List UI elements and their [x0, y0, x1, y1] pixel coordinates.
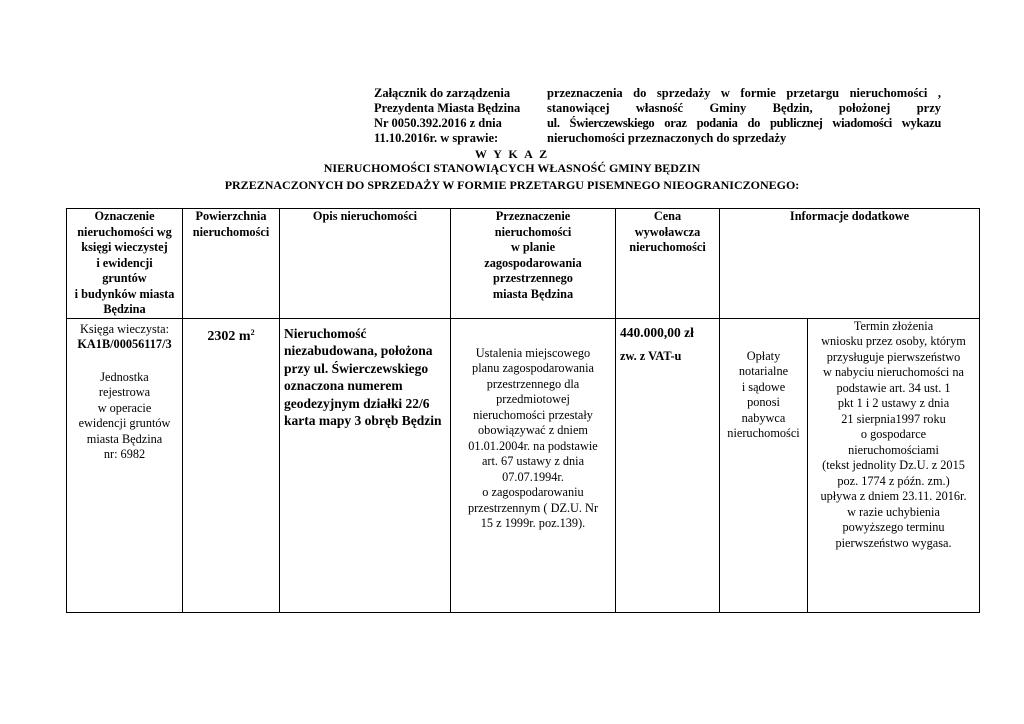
cell-land-register: Księga wieczysta: KA1B/00056117/3 Jednostka rejestrowa w operacie ewidencji gruntów miasta Będzina nr: 6982 [67, 318, 183, 613]
header-cell-designation: Oznaczenie nieruchomości wg księgi wieczystej i ewidencji gruntów i budynków miasta Będzina [67, 209, 183, 319]
cell-area [183, 318, 280, 613]
cell-description [280, 318, 451, 613]
header-cell-additional-info: Informacje dodatkowe [720, 209, 980, 319]
header-right-line: ul. Świerczewskiego oraz podania do publicznej wiadomości wykazu [547, 116, 941, 130]
header-left-line: Nr 0050.392.2016 z dnia [374, 116, 502, 130]
header-cell-price: Cena wywoławcza nieruchomości [616, 209, 720, 319]
price-value: 440.000,00 zł [620, 324, 694, 340]
cell-zoning: Ustalenia miejscowego planu zagospodarowania przestrzennego dla przedmiotowej nieruchomości przestały obowiązywać z dniem 01.01.2004r. na podstawie art. 67 ustawy z dnia 07.07.1994r. o zagospodarowaniu przestrzennym ( DZ.U. Nr 15 z 1999r. poz.139). [451, 318, 616, 613]
cell-price [616, 318, 720, 613]
header-left-line: Załącznik do zarządzenia [374, 86, 511, 100]
area-unit-sup: 2 [250, 327, 255, 337]
header-cell-description: Opis nieruchomości [280, 209, 451, 319]
document-title: W Y K A Z [474, 147, 550, 161]
vat-note: zw. z VAT-u [620, 349, 682, 363]
table-header-row [67, 209, 980, 319]
table-row [67, 318, 980, 613]
header-cell-area: Powierzchnia nieruchomości [183, 209, 280, 319]
cell-pre-emption-info: Termin złożenia wniosku przez osoby, którym przysługuje pierwszeństwo w nabyciu nieruchomości na podstawie art. 34 ust. 1 pkt 1 i 2 ustawy z dnia 21 sierpnia1997 roku o gospodarce nieruchomościami (tekst jednolity Dz.U. z 2015 poz. 1774 z późn. zm.) upływa z dniem 23.11. 2016r. w razie uchybienia powyższego terminu pierwszeństwo wygasa. [808, 318, 980, 613]
area-value: 2302 m [207, 328, 251, 344]
header-cell-zoning: Przeznaczenie nieruchomości w planie zagospodarowania przestrzennego miasta Będzina [451, 209, 616, 319]
header-subject [547, 86, 941, 146]
property-table [66, 208, 980, 613]
header-right-line: stanowiącej własność Gminy Będzin, położonej przy [547, 101, 941, 115]
header-right-line: przeznaczenia do sprzedaży w formie przetargu nieruchomości , [547, 86, 941, 100]
header-attachment-ref [374, 86, 544, 146]
property-description: Nieruchomość niezabudowana, położona przy ul. Świerczewskiego oznaczona numerem geodezyjnym działki 22/6 karta mapy 3 obręb Będzin [284, 325, 442, 428]
header-left-line: 11.10.2016r. w sprawie: [374, 131, 499, 145]
header-left-line: Prezydenta Miasta Będzina [374, 101, 521, 115]
kw-label: Księga wieczysta: [79, 321, 170, 336]
header-right-line: nieruchomości przeznaczonych do sprzedaży [547, 131, 787, 145]
document-subtitle-2: PRZEZNACZONYCH DO SPRZEDAŻY W FORMIE PRZETARGU PISEMNEGO NIEOGRANICZONEGO: [224, 178, 800, 192]
kw-number: KA1B/00056117/3 [77, 337, 172, 351]
document-subtitle: NIERUCHOMOŚCI STANOWIĄCYCH WŁASNOŚĆ GMINY BĘDZIN [323, 161, 701, 175]
cell-fees: Opłaty notarialne i sądowe ponosi nabywca nieruchomości [720, 318, 808, 613]
